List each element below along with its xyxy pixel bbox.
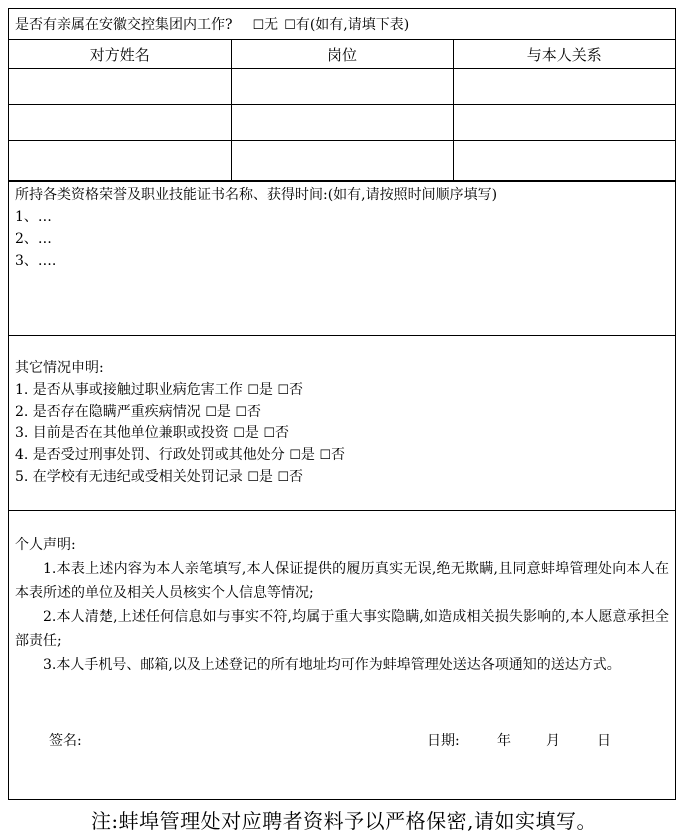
relative-relationship-cell[interactable] (453, 69, 675, 105)
header-name: 对方姓名 (9, 40, 231, 69)
option-no-label: 否 (289, 381, 304, 398)
relatives-hint: (如有,请填下表) (309, 17, 410, 33)
option-yes[interactable] (233, 425, 259, 441)
option-yes[interactable] (289, 447, 315, 463)
checkbox-icon[interactable]: ☐ (247, 469, 259, 485)
date-day-label: 日 (597, 733, 611, 749)
checkbox-icon[interactable]: ☐ (235, 404, 248, 420)
table-row (9, 69, 675, 105)
question-text: 2. 是否存在隐瞒严重疾病情况 (15, 403, 201, 420)
relative-name-cell[interactable] (9, 69, 231, 105)
list-item (15, 423, 669, 445)
checkbox-icon[interactable]: ☐ (319, 448, 332, 464)
checkbox-yes-icon[interactable]: ☐ (284, 18, 296, 33)
checkbox-icon[interactable]: ☐ (289, 448, 301, 464)
date-label: 日期: (427, 733, 460, 749)
option-yes[interactable] (284, 14, 310, 34)
relatives-question-row (9, 9, 675, 40)
list-item (15, 402, 669, 424)
option-no[interactable] (319, 447, 345, 463)
option-yes-label: 有 (295, 17, 310, 33)
relative-position-cell[interactable] (231, 69, 453, 105)
other-declarations-section (9, 335, 675, 510)
date-month-label: 月 (546, 733, 560, 749)
confidentiality-note: 注:蚌埠管理处对应聘者资料予以严格保密,请如实填写。 (90, 809, 598, 833)
option-no[interactable] (235, 404, 261, 420)
checkbox-icon[interactable]: ☐ (277, 469, 290, 485)
list-item: 2、… (15, 231, 52, 247)
option-no[interactable] (263, 425, 289, 441)
declaration-paragraph-1: 1.本表上述内容为本人亲笔填写,本人保证提供的履历真实无误,绝无欺瞒,且同意蚌埠管理处向本人在本表所述的单位及相关人员核实个人信息等情况; (15, 561, 669, 601)
relatives-question: 是否有亲属在安徽交控集团内工作? (15, 17, 233, 33)
list-item: 3、…. (15, 253, 57, 269)
option-yes-label: 是 (300, 447, 315, 464)
relative-name-cell[interactable] (9, 141, 231, 181)
signature-row (9, 729, 675, 753)
list-item (15, 467, 669, 489)
declaration-paragraph-2: 2.本人清楚,上述任何信息如与事实不符,均属于重大事实隐瞒,如造成相关损失影响的,本人愿意承担全部责任; (15, 609, 669, 649)
option-no[interactable] (277, 382, 303, 398)
option-yes-label: 是 (258, 468, 273, 485)
option-yes[interactable] (247, 382, 273, 398)
option-yes-label: 是 (244, 425, 259, 442)
table-row (9, 141, 675, 181)
option-no-label: 否 (275, 425, 290, 442)
relative-position-cell[interactable] (231, 105, 453, 141)
signature-label: 签名: (49, 733, 82, 749)
personal-declaration-section (9, 510, 675, 799)
option-no-label: 否 (331, 447, 346, 464)
application-form (8, 8, 676, 800)
table-row (9, 105, 675, 141)
option-no-label: 否 (247, 403, 262, 420)
certificates-title: 所持各类资格荣誉及职业技能证书名称、获得时间:(如有,请按照时间顺序填写) (15, 187, 498, 203)
checkbox-icon[interactable]: ☐ (247, 382, 259, 398)
relative-position-cell[interactable] (231, 141, 453, 181)
checkbox-icon[interactable]: ☐ (233, 426, 245, 442)
option-yes-label: 是 (216, 403, 231, 420)
option-no-label: 无 (264, 17, 279, 33)
relatives-table (9, 40, 675, 181)
declaration-title: 个人声明: (15, 537, 76, 553)
list-item: 1、… (15, 209, 52, 225)
option-yes-label: 是 (258, 381, 273, 398)
option-no-label: 否 (289, 468, 304, 485)
declaration-paragraph-3: 3.本人手机号、邮箱,以及上述登记的所有地址均可作为蚌埠管理处送达各项通知的送达方式。 (43, 657, 621, 673)
question-text: 5. 在学校有无违纪或受相关处罚记录 (15, 468, 243, 485)
option-yes[interactable] (247, 469, 273, 485)
header-relationship: 与本人关系 (453, 40, 675, 69)
list-item (15, 445, 669, 467)
question-text: 4. 是否受过刑事处罚、行政处罚或其他处分 (15, 447, 285, 464)
question-text: 1. 是否从事或接触过职业病危害工作 (15, 381, 243, 398)
date-year-label: 年 (497, 733, 511, 749)
option-yes[interactable] (205, 404, 231, 420)
option-no[interactable] (277, 469, 303, 485)
checkbox-icon[interactable]: ☐ (263, 426, 276, 442)
header-position: 岗位 (231, 40, 453, 69)
checkbox-no-icon[interactable]: ☐ (252, 18, 265, 33)
relative-relationship-cell[interactable] (453, 141, 675, 181)
relative-name-cell[interactable] (9, 105, 231, 141)
certificates-section[interactable] (9, 181, 675, 335)
question-text: 3. 目前是否在其他单位兼职或投资 (15, 425, 229, 442)
checkbox-icon[interactable]: ☐ (277, 382, 290, 398)
list-item (15, 380, 669, 402)
relatives-table-header (9, 40, 675, 69)
option-no[interactable] (253, 14, 279, 34)
other-title: 其它情况申明: (15, 360, 104, 376)
relative-relationship-cell[interactable] (453, 105, 675, 141)
checkbox-icon[interactable]: ☐ (205, 404, 217, 420)
